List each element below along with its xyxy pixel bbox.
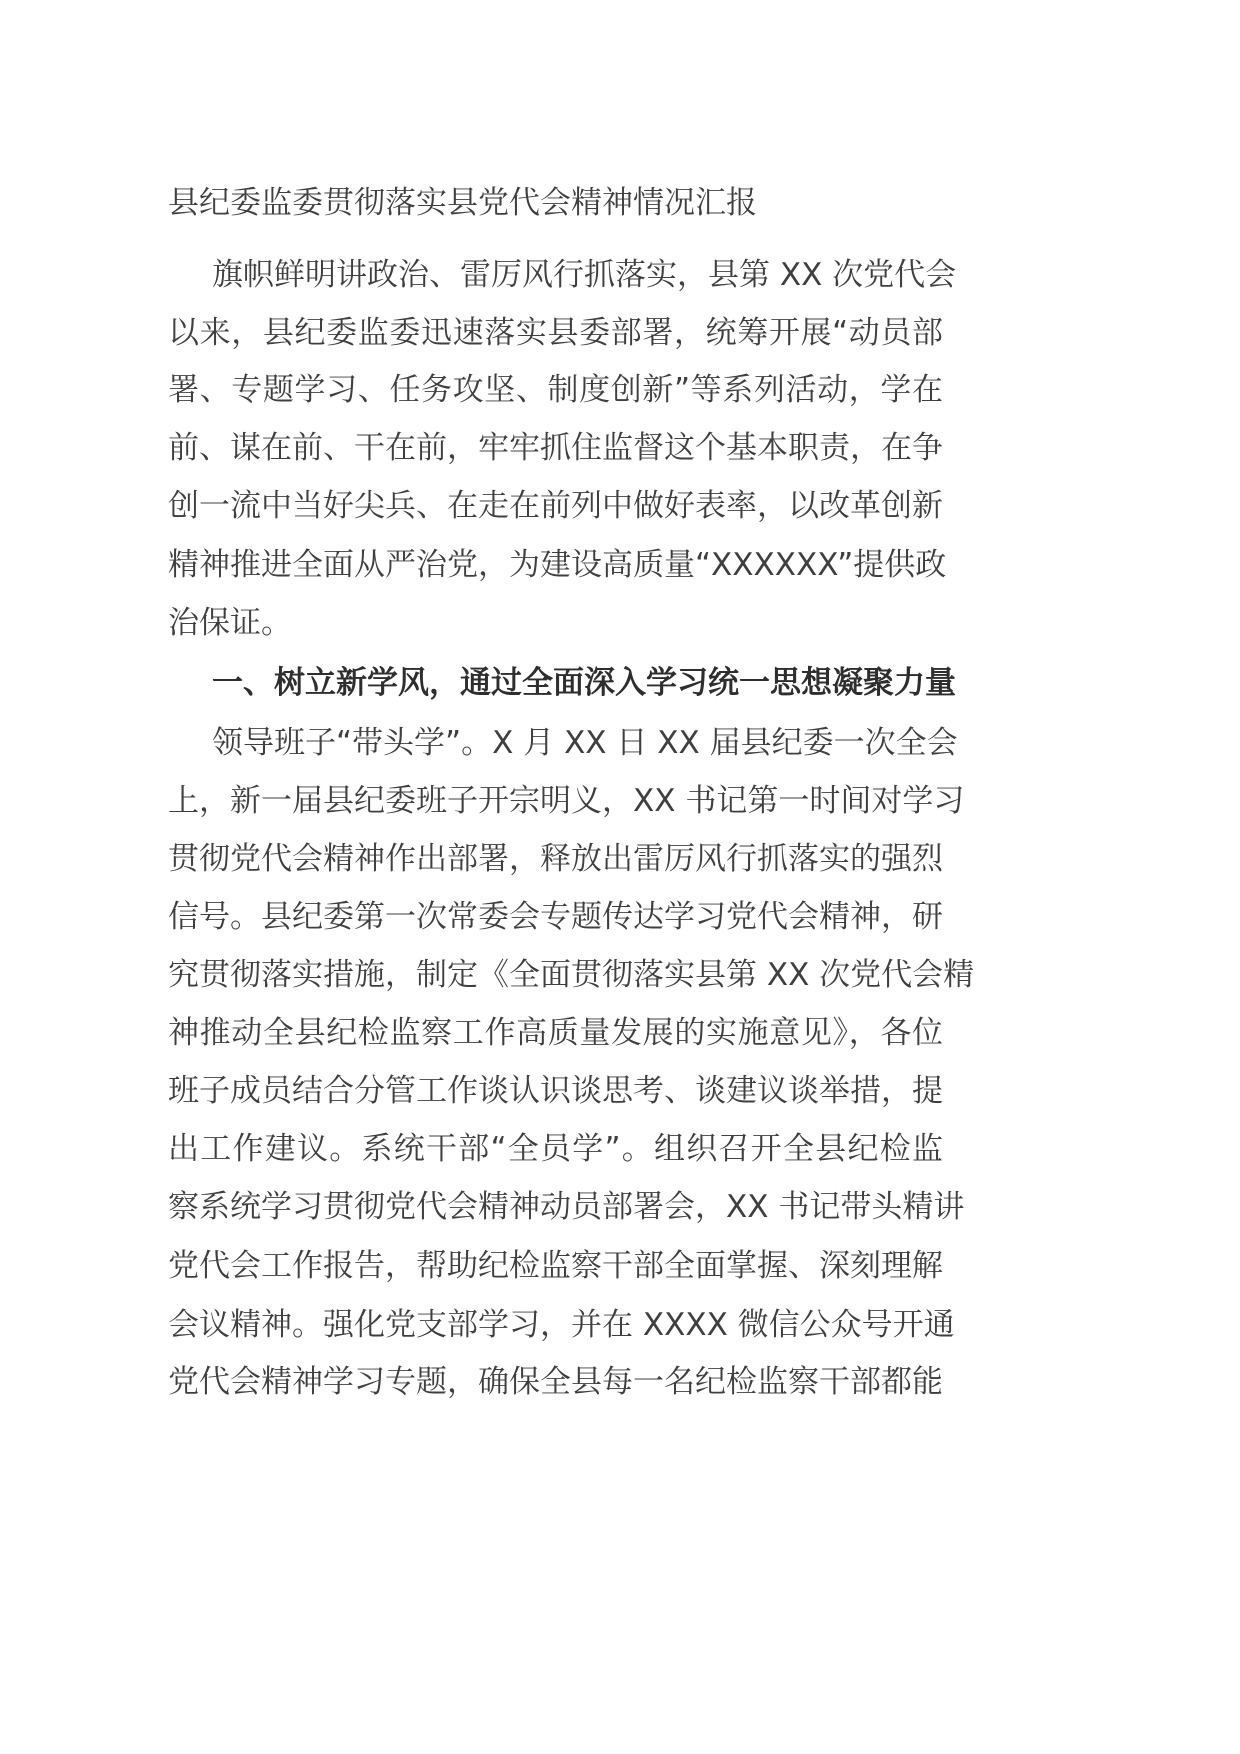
paragraph-line: 领导班子“带头学”。X 月 XX 日 XX 届县纪委一次全会: [212, 725, 958, 761]
paragraph-line: 出工作建议。系统干部“全员学”。组织召开全县纪检监: [168, 1131, 943, 1167]
section-heading: 一、树立新学风，通过全面深入学习统一思想凝聚力量: [212, 665, 956, 701]
paragraph-line: 上，新一届县纪委班子开宗明义，XX 书记第一时间对学习: [168, 783, 965, 819]
paragraph-line: 以来，县纪委监委迅速落实县委部署，统筹开展“动员部: [168, 315, 943, 351]
paragraph-line: 精神推进全面从严治党，为建设高质量“XXXXXX”提供政: [168, 547, 947, 583]
paragraph-line: 察系统学习贯彻党代会精神动员部署会，XX 书记带头精讲: [168, 1189, 965, 1225]
paragraph-line: 旗帜鲜明讲政治、雷厉风行抓落实，县第 XX 次党代会: [212, 257, 957, 293]
paragraph-line: 署、专题学习、任务攻坚、制度创新”等系列活动，学在: [168, 372, 943, 408]
paragraph-line: 治保证。: [168, 605, 292, 641]
paragraph-line: 会议精神。强化党支部学习，并在 XXXX 微信公众号开通: [168, 1307, 955, 1343]
paragraph-line: 神推动全县纪检监察工作高质量发展的实施意见》，各位: [168, 1015, 943, 1051]
paragraph-line: 创一流中当好尖兵、在走在前列中做好表率，以改革创新: [168, 488, 943, 524]
paragraph-line: 党代会精神学习专题，确保全县每一名纪检监察干部都能: [168, 1364, 943, 1400]
document-title: 县纪委监委贯彻落实县党代会精神情况汇报: [168, 185, 757, 221]
paragraph-line: 究贯彻落实措施，制定《全面贯彻落实县第 XX 次党代会精: [168, 957, 975, 993]
paragraph-line: 信号。县纪委第一次常委会专题传达学习党代会精神，研: [168, 899, 943, 935]
paragraph-line: 党代会工作报告，帮助纪检监察干部全面掌握、深刻理解: [168, 1248, 943, 1284]
paragraph-line: 班子成员结合分管工作谈认识谈思考、谈建议谈举措，提: [168, 1073, 943, 1109]
paragraph-line: 贯彻党代会精神作出部署，释放出雷厉风行抓落实的强烈: [168, 841, 943, 877]
paragraph-line: 前、谋在前、干在前，牢牢抓住监督这个基本职责，在争: [168, 430, 943, 466]
